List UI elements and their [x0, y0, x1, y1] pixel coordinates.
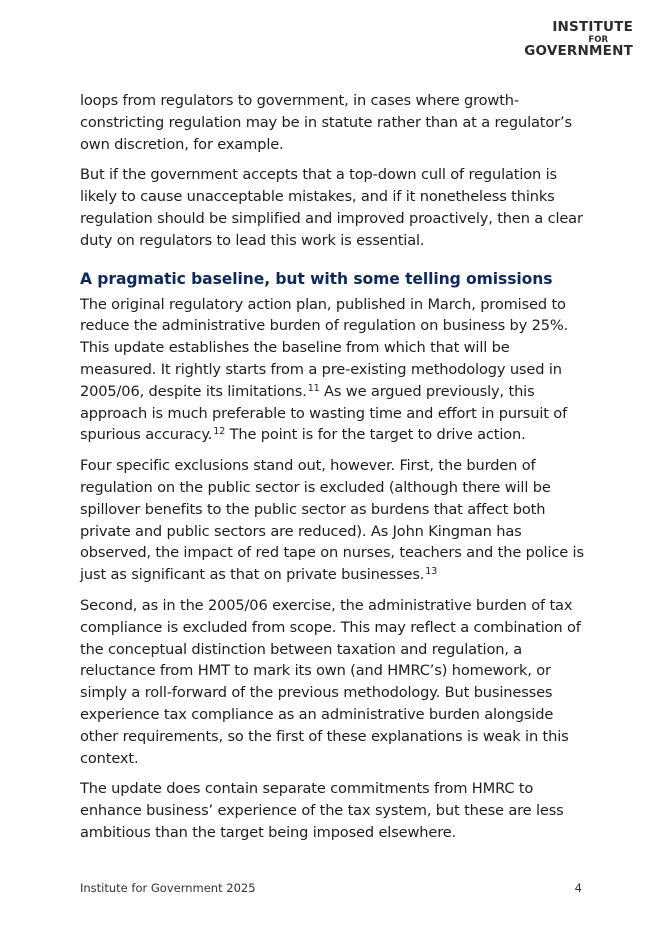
- logo-line-for: FOR: [588, 34, 608, 45]
- paragraph-6: The update does contain separate commitments from HMRC to enhance business’ experience of the tax system, but these are less ambitious than the target being imposed elsewhere.: [80, 780, 564, 841]
- page-footer: [80, 881, 582, 895]
- paragraph-4: [80, 455, 585, 586]
- institute-for-government-logo: [524, 21, 633, 59]
- page-body: [80, 90, 585, 853]
- footnote-ref-12[interactable]: 12: [213, 426, 226, 438]
- paragraph-3-part-b: As we argued previously, this approach is much preferable to wasting time and effort in pursuit of spurious accuracy.: [80, 382, 568, 444]
- paragraph-4-text: Four specific exclusions stand out, however. First, the burden of regulation on the public sector is excluded (although there will be spillover benefits to the public sector as burdens that affect both private and public sectors are reduced). As John Kingman has observed, the impact of red tape on nurses, teachers and the police is just as significant as that on private businesses.: [80, 457, 584, 584]
- paragraph-1: loops from regulators to government, in cases where growth-constricting regulation may be in statute rather than at a regulator’s own discretion, for example.: [80, 92, 572, 153]
- paragraph-2: But if the government accepts that a top-down cull of regulation is likely to cause unacceptable mistakes, and if it nonetheless thinks regulation should be simplified and improved proactively, then a clear duty on regulators to lead this work is essential.: [80, 166, 583, 249]
- logo-line-government: GOVERNMENT: [524, 43, 633, 59]
- paragraph-3-part-c: The point is for the target to drive action.: [225, 426, 526, 444]
- paragraph-5: Second, as in the 2005/06 exercise, the administrative burden of tax compliance is excluded from scope. This may reflect a combination of the conceptual distinction between taxation and regulation, a reluctance from HMT to mark its own (and HMRC’s) homework, or simply a roll-forward of the previous methodology. But businesses experience tax compliance as an administrative burden alongside other requirements, so the first of these explanations is weak in this context.: [80, 596, 581, 767]
- footnote-ref-13[interactable]: 13: [425, 566, 438, 578]
- logo-line-institute: INSTITUTE: [552, 19, 633, 35]
- footer-source: Institute for Government 2025: [80, 881, 256, 895]
- paragraph-3: [80, 294, 585, 447]
- section-heading: A pragmatic baseline, but with some telling omissions: [80, 269, 553, 288]
- paragraph-3-part-a: The original regulatory action plan, published in March, promised to reduce the administrative burden of regulation on business by 25%. This update establishes the baseline from which that will be measured. It rightly starts from a pre-existing methodology used in 2005/06, despite its limitations.: [80, 295, 569, 400]
- page-number: 4: [574, 881, 582, 895]
- footnote-ref-11[interactable]: 11: [307, 382, 320, 394]
